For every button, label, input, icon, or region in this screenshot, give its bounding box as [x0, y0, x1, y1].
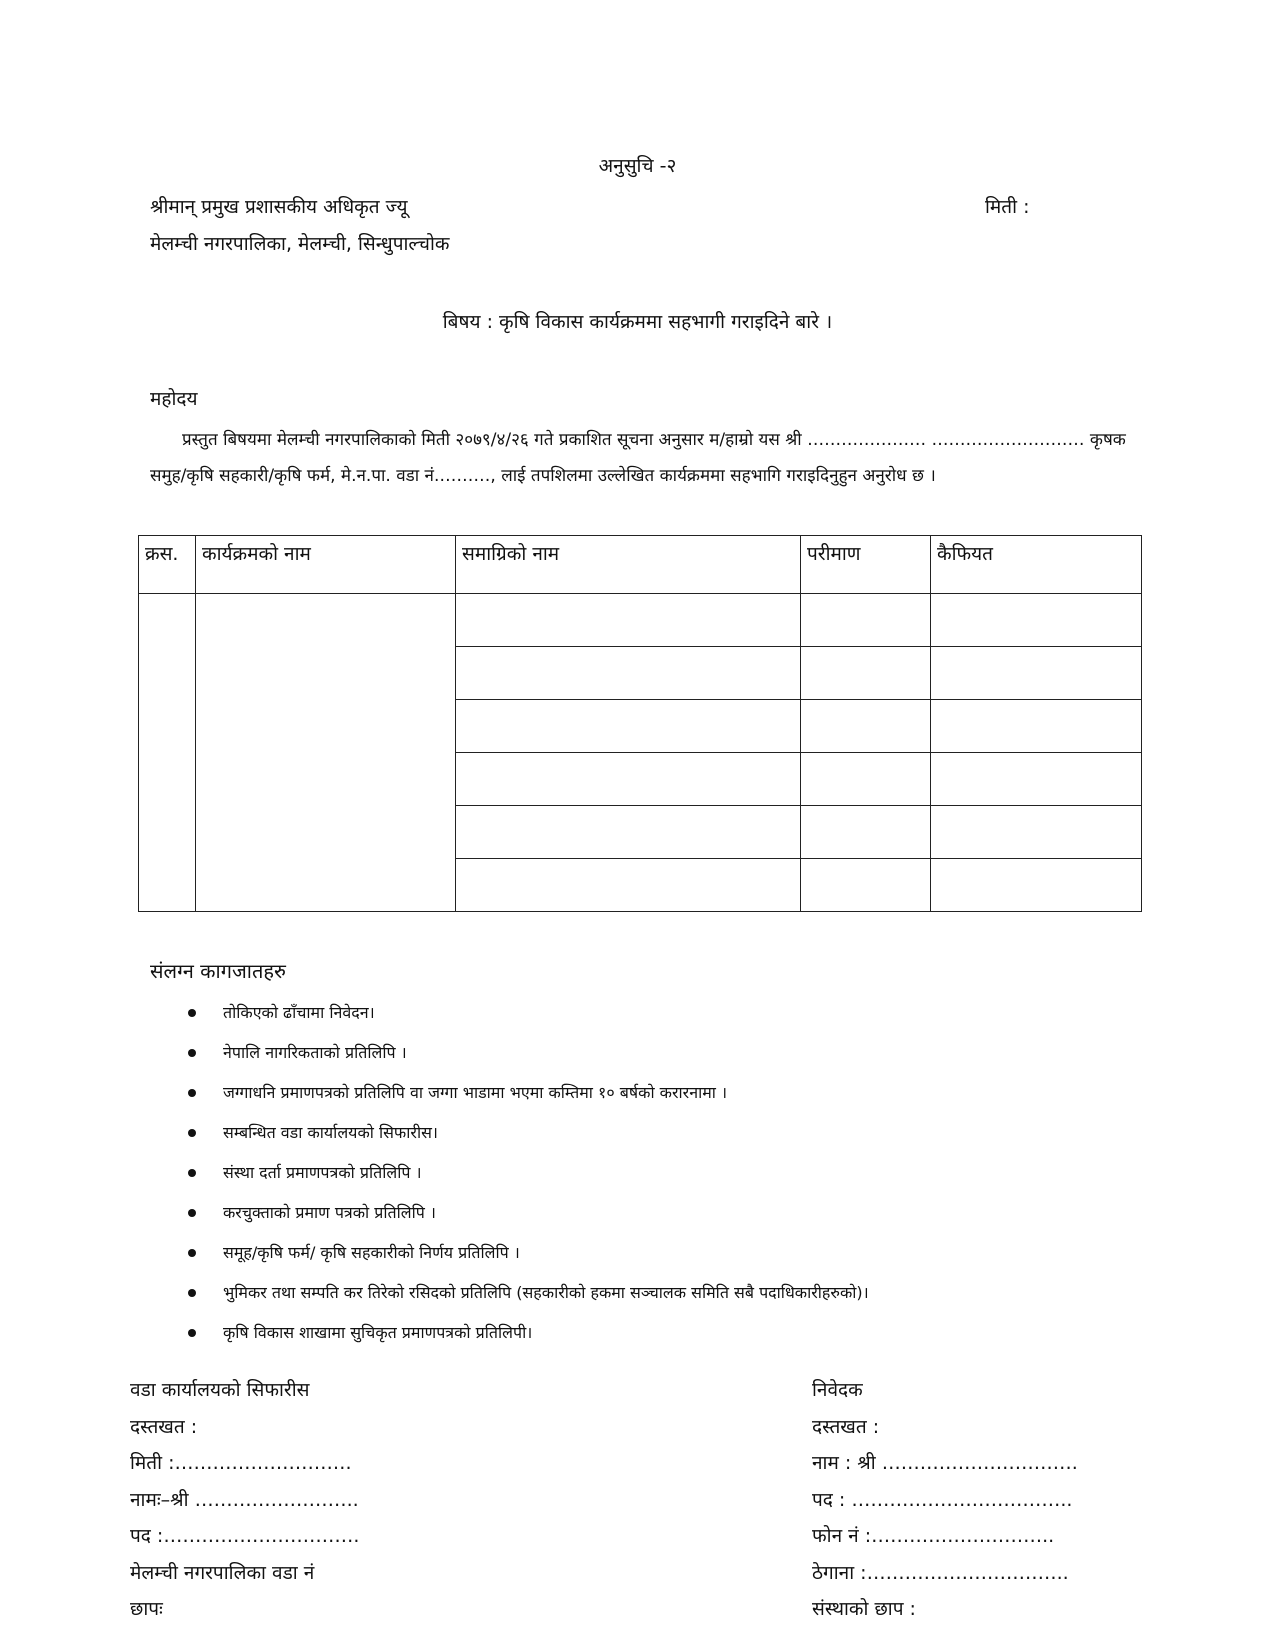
- attachment-text: जग्गाधनि प्रमाणपत्रको प्रतिलिपि वा जग्गा भाडामा भएमा कम्तिमा १० बर्षको करारनामा ।: [223, 1083, 728, 1102]
- request-paragraph: प्रस्तुत बिषयमा मेलम्ची नगरपालिकाको मिती २०७९/४/२६ गते प्रकाशित सूचना अनुसार म/हाम्रो यस श्री ………………… ……………………… कृषक समुह/कृषि सहकारी/कृषि फर्म, मे.न.पा. वडा नं.………, लाई तपशिलमा उल्लेखित कार्यक्रममा सहभागि गराइदिनुहुन अनुरोध छ ।: [150, 430, 1126, 486]
- applicant-signature-field[interactable]: दस्तखत :: [812, 1415, 880, 1438]
- bullet-icon: [188, 1289, 196, 1297]
- bullet-icon: [188, 1089, 196, 1097]
- ward-post-field[interactable]: पद :………………………….: [130, 1525, 360, 1547]
- quantity-cell[interactable]: [801, 647, 931, 700]
- remarks-cell[interactable]: [931, 806, 1142, 859]
- col-header-remarks: कैफियत: [931, 536, 1142, 594]
- bullet-icon: [188, 1329, 196, 1337]
- attachment-text: समूह/कृषि फर्म/ कृषि सहकारीको निर्णय प्रतिलिपि ।: [223, 1243, 520, 1262]
- applicant-address-field[interactable]: ठेगाना :…………………………..: [812, 1561, 1069, 1584]
- material-cell[interactable]: [456, 753, 801, 806]
- attachment-text: संस्था दर्ता प्रमाणपत्रको प्रतिलिपि ।: [223, 1163, 422, 1182]
- list-item: [180, 1275, 869, 1315]
- bullet-icon: [188, 1209, 196, 1217]
- program-table: [138, 535, 1142, 912]
- list-item: [180, 1075, 869, 1115]
- quantity-cell[interactable]: [801, 753, 931, 806]
- material-cell[interactable]: [456, 647, 801, 700]
- material-cell[interactable]: [456, 700, 801, 753]
- bullet-icon: [188, 1129, 196, 1137]
- list-item: [180, 1315, 869, 1355]
- table-row: [139, 594, 1142, 647]
- table-header-row: [139, 536, 1142, 594]
- list-item: [180, 1235, 869, 1275]
- bullet-icon: [188, 1169, 196, 1177]
- attachment-text: नेपालि नागरिकताको प्रतिलिपि ।: [223, 1043, 407, 1062]
- list-item: [180, 1115, 869, 1155]
- quantity-cell[interactable]: [801, 700, 931, 753]
- annex-title: अनुसुचि -२: [598, 155, 677, 177]
- remarks-cell[interactable]: [931, 700, 1142, 753]
- list-item: [180, 995, 869, 1035]
- serial-cell[interactable]: [139, 594, 196, 912]
- quantity-cell[interactable]: [801, 594, 931, 647]
- quantity-cell[interactable]: [801, 859, 931, 912]
- list-item: [180, 1195, 869, 1235]
- date-label: मिती :: [985, 196, 1030, 218]
- col-header-quantity: परीमाण: [801, 536, 931, 594]
- col-header-serial: क्रस.: [139, 536, 196, 594]
- list-item: [180, 1035, 869, 1075]
- remarks-cell[interactable]: [931, 594, 1142, 647]
- col-header-material-name: समाग्रिको नाम: [456, 536, 801, 594]
- quantity-cell[interactable]: [801, 806, 931, 859]
- addressee-title: श्रीमान् प्रमुख प्रशासकीय अधिकृत ज्यू: [150, 196, 408, 218]
- material-cell[interactable]: [456, 594, 801, 647]
- remarks-cell[interactable]: [931, 647, 1142, 700]
- ward-stamp-field[interactable]: छापः: [130, 1598, 163, 1620]
- applicant-block: [812, 1372, 1078, 1628]
- applicant-post-field[interactable]: पद : ……………………………..: [812, 1488, 1073, 1511]
- program-name-cell[interactable]: [196, 594, 456, 912]
- bullet-icon: [188, 1249, 196, 1257]
- attachment-text: तोकिएको ढाँचामा निवेदन।: [223, 1003, 375, 1022]
- ward-signature-field[interactable]: दस्तखत :: [130, 1415, 198, 1438]
- applicant-block-title: निवेदक: [812, 1379, 863, 1401]
- list-item: [180, 1155, 869, 1195]
- attachments-heading: संलग्न कागजातहरु: [150, 959, 286, 983]
- attachment-text: करचुक्ताको प्रमाण पत्रको प्रतिलिपि ।: [223, 1203, 437, 1222]
- ward-date-field[interactable]: मिती :……………………….: [130, 1452, 352, 1474]
- addressee-office: मेलम्ची नगरपालिका, मेलम्ची, सिन्धुपाल्चोक: [150, 233, 450, 255]
- attachment-text: भुमिकर तथा सम्पति कर तिरेको रसिदको प्रतिलिपि (सहकारीको हकमा सञ्चालक समिति सबै पदाधिकारीहरुको)।: [223, 1283, 869, 1302]
- applicant-phone-field[interactable]: फोन नं :………………………..: [812, 1525, 1055, 1547]
- subject-line: बिषय : कृषि विकास कार्यक्रममा सहभागी गराइदिने बारे ।: [442, 311, 833, 333]
- remarks-cell[interactable]: [931, 859, 1142, 912]
- bullet-icon: [188, 1009, 196, 1017]
- material-cell[interactable]: [456, 806, 801, 859]
- remarks-cell[interactable]: [931, 753, 1142, 806]
- ward-number-field[interactable]: मेलम्ची नगरपालिका वडा नं: [130, 1561, 315, 1584]
- ward-block-title: वडा कार्यालयको सिफारीस: [130, 1379, 310, 1401]
- bullet-icon: [188, 1049, 196, 1057]
- attachment-text: कृषि विकास शाखामा सुचिकृत प्रमाणपत्रको प्रतिलिपी।: [223, 1323, 533, 1342]
- salutation: महोदय: [150, 388, 198, 410]
- attachment-text: सम्बन्धित वडा कार्यालयको सिफारीस।: [223, 1123, 438, 1142]
- material-cell[interactable]: [456, 859, 801, 912]
- attachments-list: [180, 995, 869, 1355]
- applicant-name-field[interactable]: नाम : श्री ………………………….: [812, 1452, 1078, 1474]
- col-header-program-name: कार्यक्रमको नाम: [196, 536, 456, 594]
- applicant-org-stamp-field[interactable]: संस्थाको छाप :: [812, 1598, 916, 1620]
- ward-name-field[interactable]: नामः–श्री ……………………..: [130, 1488, 359, 1511]
- ward-recommendation-block: [130, 1372, 359, 1628]
